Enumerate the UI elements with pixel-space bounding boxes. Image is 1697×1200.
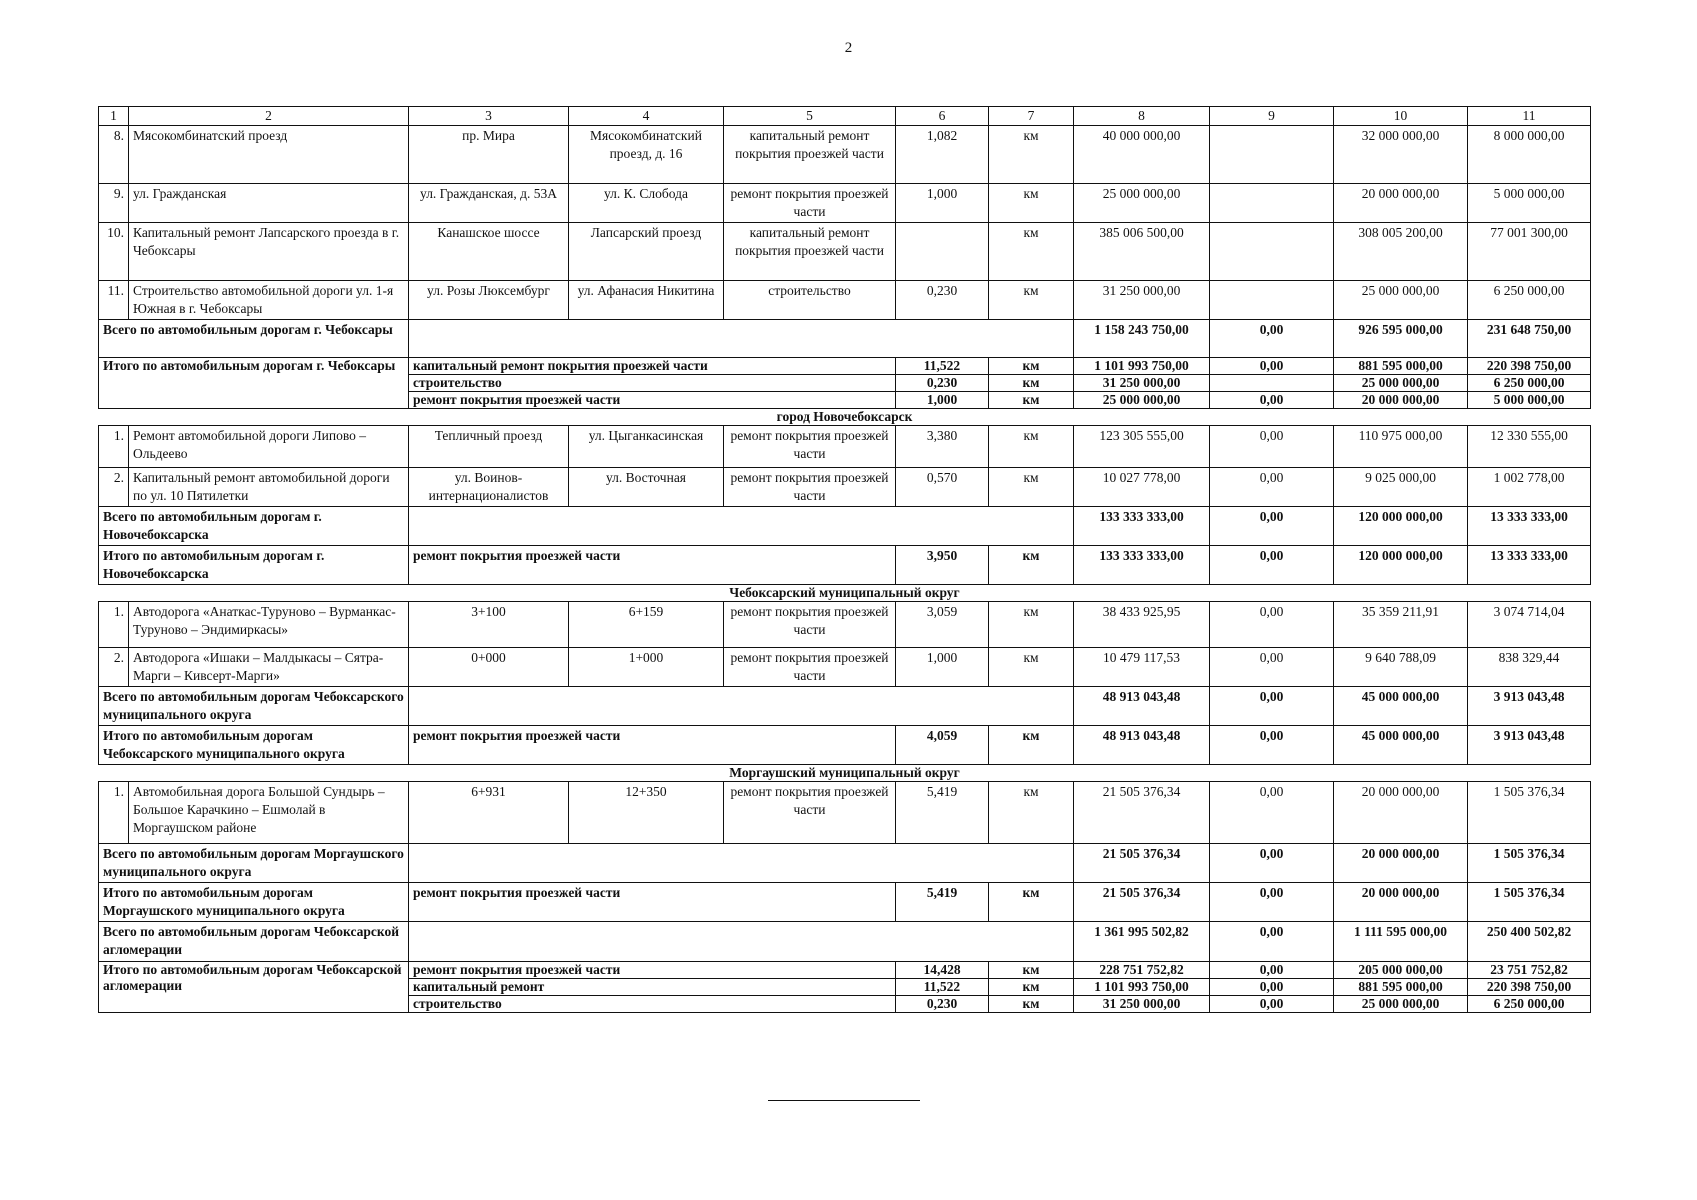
column-header: 6 — [896, 107, 989, 126]
length: 14,428 — [896, 962, 989, 979]
col10-amount: 120 000 000,00 — [1334, 507, 1468, 546]
section-header-row — [99, 409, 1591, 426]
total-amount: 31 250 000,00 — [1074, 281, 1210, 320]
unit: км — [989, 726, 1074, 765]
col11-amount: 5 000 000,00 — [1468, 184, 1591, 223]
table-row — [99, 184, 1591, 223]
column-numbers-row — [99, 107, 1591, 126]
table-row — [99, 426, 1591, 468]
end-point: ул. Цыганкасинская — [569, 426, 724, 468]
row-number: 1. — [99, 426, 129, 468]
subtotal-row — [99, 320, 1591, 358]
table-row — [99, 281, 1591, 320]
total-amount: 1 101 993 750,00 — [1074, 358, 1210, 375]
total-amount: 21 505 376,34 — [1074, 782, 1210, 844]
subtotal-label: Всего по автомобильным дорогам Чебоксарского муниципального округа — [99, 687, 409, 726]
col11-amount: 23 751 752,82 — [1468, 962, 1591, 979]
total-amount: 31 250 000,00 — [1074, 996, 1210, 1013]
col11-amount: 1 505 376,34 — [1468, 844, 1591, 883]
length: 5,419 — [896, 782, 989, 844]
unit: км — [989, 426, 1074, 468]
section-title: город Новочебоксарск — [99, 409, 1591, 426]
summary-row — [99, 883, 1591, 922]
unit: км — [989, 962, 1074, 979]
total-amount: 1 101 993 750,00 — [1074, 979, 1210, 996]
work-type: ремонт покрытия проезжей части — [724, 184, 896, 223]
section-header-row — [99, 765, 1591, 782]
grand-summary-label: Итого по автомобильным дорогам Чебоксарской агломерации — [99, 962, 409, 1013]
col9-amount — [1210, 184, 1334, 223]
col10-amount: 20 000 000,00 — [1334, 184, 1468, 223]
unit: км — [989, 358, 1074, 375]
work-type: ремонт покрытия проезжей части — [409, 726, 896, 765]
unit: км — [989, 782, 1074, 844]
col10-amount: 20 000 000,00 — [1334, 883, 1468, 922]
col9-amount: 0,00 — [1210, 320, 1334, 358]
row-number: 10. — [99, 223, 129, 281]
total-amount: 48 913 043,48 — [1074, 687, 1210, 726]
length: 3,950 — [896, 546, 989, 585]
work-type: ремонт покрытия проезжей части — [409, 883, 896, 922]
col11-amount: 6 250 000,00 — [1468, 281, 1591, 320]
unit: км — [989, 979, 1074, 996]
end-point: 6+159 — [569, 602, 724, 648]
work-type: строительство — [409, 996, 896, 1013]
length: 11,522 — [896, 358, 989, 375]
start-point: пр. Мира — [409, 126, 569, 184]
col9-amount: 0,00 — [1210, 979, 1334, 996]
col9-amount — [1210, 223, 1334, 281]
col11-amount: 13 333 333,00 — [1468, 507, 1591, 546]
unit: км — [989, 223, 1074, 281]
col11-amount: 12 330 555,00 — [1468, 426, 1591, 468]
unit: км — [989, 468, 1074, 507]
col9-amount: 0,00 — [1210, 922, 1334, 962]
total-amount: 25 000 000,00 — [1074, 184, 1210, 223]
unit: км — [989, 281, 1074, 320]
total-amount: 21 505 376,34 — [1074, 844, 1210, 883]
table-row — [99, 223, 1591, 281]
col10-amount: 110 975 000,00 — [1334, 426, 1468, 468]
total-amount: 228 751 752,82 — [1074, 962, 1210, 979]
start-point: Канашское шоссе — [409, 223, 569, 281]
col10-amount: 9 640 788,09 — [1334, 648, 1468, 687]
col11-amount: 220 398 750,00 — [1468, 979, 1591, 996]
length: 3,059 — [896, 602, 989, 648]
end-point: Мясокомбинатский проезд, д. 16 — [569, 126, 724, 184]
empty-cell — [409, 687, 1074, 726]
grand-total-label: Всего по автомобильным дорогам Чебоксарской агломерации — [99, 922, 409, 962]
col10-amount: 881 595 000,00 — [1334, 979, 1468, 996]
col10-amount: 205 000 000,00 — [1334, 962, 1468, 979]
col10-amount: 45 000 000,00 — [1334, 687, 1468, 726]
col11-amount: 3 074 714,04 — [1468, 602, 1591, 648]
road-name: Автодорога «Ишаки – Малдыкасы – Сятра-Марги – Кивсерт-Марги» — [129, 648, 409, 687]
length: 1,000 — [896, 392, 989, 409]
col11-amount: 13 333 333,00 — [1468, 546, 1591, 585]
table-row — [99, 468, 1591, 507]
col11-amount: 250 400 502,82 — [1468, 922, 1591, 962]
work-type: ремонт покрытия проезжей части — [724, 648, 896, 687]
road-name: Капитальный ремонт автомобильной дороги по ул. 10 Пятилетки — [129, 468, 409, 507]
length: 0,230 — [896, 281, 989, 320]
road-name: Мясокомбинатский проезд — [129, 126, 409, 184]
col11-amount: 1 002 778,00 — [1468, 468, 1591, 507]
start-point: ул. Гражданская, д. 53А — [409, 184, 569, 223]
col9-amount: 0,00 — [1210, 883, 1334, 922]
grand-total-row — [99, 922, 1591, 962]
total-amount: 10 479 117,53 — [1074, 648, 1210, 687]
unit: км — [989, 602, 1074, 648]
unit: км — [989, 126, 1074, 184]
col10-amount: 35 359 211,91 — [1334, 602, 1468, 648]
unit: км — [989, 375, 1074, 392]
length: 5,419 — [896, 883, 989, 922]
length: 1,082 — [896, 126, 989, 184]
total-amount: 25 000 000,00 — [1074, 392, 1210, 409]
unit: км — [989, 996, 1074, 1013]
length: 0,230 — [896, 996, 989, 1013]
end-point: ул. Афанасия Никитина — [569, 281, 724, 320]
unit: км — [989, 883, 1074, 922]
col11-amount: 8 000 000,00 — [1468, 126, 1591, 184]
row-number: 1. — [99, 782, 129, 844]
col11-amount: 6 250 000,00 — [1468, 996, 1591, 1013]
col10-amount: 926 595 000,00 — [1334, 320, 1468, 358]
col10-amount: 9 025 000,00 — [1334, 468, 1468, 507]
subtotal-label: Всего по автомобильным дорогам Моргаушского муниципального округа — [99, 844, 409, 883]
work-type: ремонт покрытия проезжей части — [724, 426, 896, 468]
row-number: 11. — [99, 281, 129, 320]
work-type: ремонт покрытия проезжей части — [409, 546, 896, 585]
start-point: 0+000 — [409, 648, 569, 687]
total-amount: 133 333 333,00 — [1074, 546, 1210, 585]
col10-amount: 25 000 000,00 — [1334, 281, 1468, 320]
unit: км — [989, 648, 1074, 687]
unit: км — [989, 392, 1074, 409]
col10-amount: 45 000 000,00 — [1334, 726, 1468, 765]
empty-cell — [409, 320, 1074, 358]
col9-amount: 0,00 — [1210, 996, 1334, 1013]
col9-amount: 0,00 — [1210, 392, 1334, 409]
column-header: 1 — [99, 107, 129, 126]
work-type: капитальный ремонт покрытия проезжей части — [724, 126, 896, 184]
column-header: 8 — [1074, 107, 1210, 126]
length: 4,059 — [896, 726, 989, 765]
col10-amount: 881 595 000,00 — [1334, 358, 1468, 375]
table-row — [99, 126, 1591, 184]
length: 3,380 — [896, 426, 989, 468]
work-type: капитальный ремонт покрытия проезжей части — [409, 358, 896, 375]
table-row — [99, 648, 1591, 687]
col9-amount: 0,00 — [1210, 782, 1334, 844]
col10-amount: 32 000 000,00 — [1334, 126, 1468, 184]
col11-amount: 77 001 300,00 — [1468, 223, 1591, 281]
col10-amount: 1 111 595 000,00 — [1334, 922, 1468, 962]
summary-row — [99, 726, 1591, 765]
row-number: 1. — [99, 602, 129, 648]
section-header-row — [99, 585, 1591, 602]
section-title: Моргаушский муниципальный округ — [99, 765, 1591, 782]
road-name: Капитальный ремонт Лапсарского проезда в г. Чебоксары — [129, 223, 409, 281]
total-amount: 133 333 333,00 — [1074, 507, 1210, 546]
column-header: 11 — [1468, 107, 1591, 126]
road-name: ул. Гражданская — [129, 184, 409, 223]
col11-amount: 1 505 376,34 — [1468, 883, 1591, 922]
total-amount: 31 250 000,00 — [1074, 375, 1210, 392]
col11-amount: 3 913 043,48 — [1468, 687, 1591, 726]
subtotal-label: Всего по автомобильным дорогам г. Новочебоксарска — [99, 507, 409, 546]
start-point: Тепличный проезд — [409, 426, 569, 468]
total-amount: 1 361 995 502,82 — [1074, 922, 1210, 962]
col10-amount: 25 000 000,00 — [1334, 375, 1468, 392]
total-amount: 48 913 043,48 — [1074, 726, 1210, 765]
col11-amount: 6 250 000,00 — [1468, 375, 1591, 392]
column-header: 5 — [724, 107, 896, 126]
length: 0,570 — [896, 468, 989, 507]
length — [896, 223, 989, 281]
row-number: 8. — [99, 126, 129, 184]
col10-amount: 25 000 000,00 — [1334, 996, 1468, 1013]
col9-amount: 0,00 — [1210, 962, 1334, 979]
end-point: Лапсарский проезд — [569, 223, 724, 281]
subtotal-row — [99, 844, 1591, 883]
col9-amount: 0,00 — [1210, 507, 1334, 546]
col10-amount: 20 000 000,00 — [1334, 844, 1468, 883]
col10-amount: 308 005 200,00 — [1334, 223, 1468, 281]
work-type: ремонт покрытия проезжей части — [409, 392, 896, 409]
work-type: капитальный ремонт — [409, 979, 896, 996]
column-header: 3 — [409, 107, 569, 126]
col9-amount: 0,00 — [1210, 426, 1334, 468]
work-type: ремонт покрытия проезжей части — [724, 602, 896, 648]
length: 1,000 — [896, 184, 989, 223]
col9-amount: 0,00 — [1210, 687, 1334, 726]
table-row — [99, 782, 1591, 844]
footer-divider — [768, 1100, 920, 1101]
summary-row — [99, 546, 1591, 585]
summary-row — [99, 358, 1591, 375]
road-name: Ремонт автомобильной дороги Липово – Ольдеево — [129, 426, 409, 468]
road-works-table — [98, 106, 1591, 1013]
end-point: ул. Восточная — [569, 468, 724, 507]
col11-amount: 5 000 000,00 — [1468, 392, 1591, 409]
col11-amount: 3 913 043,48 — [1468, 726, 1591, 765]
end-point: 12+350 — [569, 782, 724, 844]
col11-amount: 231 648 750,00 — [1468, 320, 1591, 358]
section-title: Чебоксарский муниципальный округ — [99, 585, 1591, 602]
row-number: 9. — [99, 184, 129, 223]
total-amount: 21 505 376,34 — [1074, 883, 1210, 922]
col11-amount: 1 505 376,34 — [1468, 782, 1591, 844]
subtotal-row — [99, 687, 1591, 726]
col9-amount: 0,00 — [1210, 726, 1334, 765]
unit: км — [989, 546, 1074, 585]
col9-amount — [1210, 126, 1334, 184]
total-amount: 38 433 925,95 — [1074, 602, 1210, 648]
summary-label: Итого по автомобильным дорогам г. Чебоксары — [99, 358, 409, 409]
length: 11,522 — [896, 979, 989, 996]
total-amount: 40 000 000,00 — [1074, 126, 1210, 184]
empty-cell — [409, 507, 1074, 546]
empty-cell — [409, 922, 1074, 962]
page-number: 2 — [844, 40, 853, 56]
column-header: 7 — [989, 107, 1074, 126]
work-type: строительство — [409, 375, 896, 392]
col9-amount: 0,00 — [1210, 602, 1334, 648]
col9-amount — [1210, 375, 1334, 392]
col9-amount: 0,00 — [1210, 648, 1334, 687]
total-amount: 123 305 555,00 — [1074, 426, 1210, 468]
road-name: Автодорога «Анаткас-Туруново – Вурманкас-Туруново – Эндимиркасы» — [129, 602, 409, 648]
col10-amount: 120 000 000,00 — [1334, 546, 1468, 585]
col10-amount: 20 000 000,00 — [1334, 392, 1468, 409]
column-header: 9 — [1210, 107, 1334, 126]
total-amount: 10 027 778,00 — [1074, 468, 1210, 507]
start-point: ул. Воинов-интернационалистов — [409, 468, 569, 507]
col9-amount: 0,00 — [1210, 358, 1334, 375]
total-amount: 385 006 500,00 — [1074, 223, 1210, 281]
unit: км — [989, 184, 1074, 223]
row-number: 2. — [99, 468, 129, 507]
start-point: 3+100 — [409, 602, 569, 648]
col9-amount: 0,00 — [1210, 546, 1334, 585]
column-header: 4 — [569, 107, 724, 126]
col11-amount: 838 329,44 — [1468, 648, 1591, 687]
work-type: ремонт покрытия проезжей части — [409, 962, 896, 979]
end-point: ул. К. Слобода — [569, 184, 724, 223]
start-point: ул. Розы Люксембург — [409, 281, 569, 320]
work-type: ремонт покрытия проезжей части — [724, 468, 896, 507]
row-number: 2. — [99, 648, 129, 687]
subtotal-label: Всего по автомобильным дорогам г. Чебоксары — [99, 320, 409, 358]
column-header: 2 — [129, 107, 409, 126]
total-amount: 1 158 243 750,00 — [1074, 320, 1210, 358]
empty-cell — [409, 844, 1074, 883]
col9-amount: 0,00 — [1210, 844, 1334, 883]
work-type: ремонт покрытия проезжей части — [724, 782, 896, 844]
summary-label: Итого по автомобильным дорогам Чебоксарского муниципального округа — [99, 726, 409, 765]
summary-label: Итого по автомобильным дорогам г. Новочебоксарска — [99, 546, 409, 585]
end-point: 1+000 — [569, 648, 724, 687]
length: 1,000 — [896, 648, 989, 687]
col10-amount: 20 000 000,00 — [1334, 782, 1468, 844]
summary-label: Итого по автомобильным дорогам Моргаушского муниципального округа — [99, 883, 409, 922]
col9-amount: 0,00 — [1210, 468, 1334, 507]
grand-summary-row — [99, 962, 1591, 979]
work-type: строительство — [724, 281, 896, 320]
table-row — [99, 602, 1591, 648]
column-header: 10 — [1334, 107, 1468, 126]
work-type: капитальный ремонт покрытия проезжей части — [724, 223, 896, 281]
length: 0,230 — [896, 375, 989, 392]
subtotal-row — [99, 507, 1591, 546]
col11-amount: 220 398 750,00 — [1468, 358, 1591, 375]
road-name: Автомобильная дорога Большой Сундырь – Большое Карачкино – Ешмолай в Моргаушском районе — [129, 782, 409, 844]
start-point: 6+931 — [409, 782, 569, 844]
col9-amount — [1210, 281, 1334, 320]
road-name: Строительство автомобильной дороги ул. 1-я Южная в г. Чебоксары — [129, 281, 409, 320]
